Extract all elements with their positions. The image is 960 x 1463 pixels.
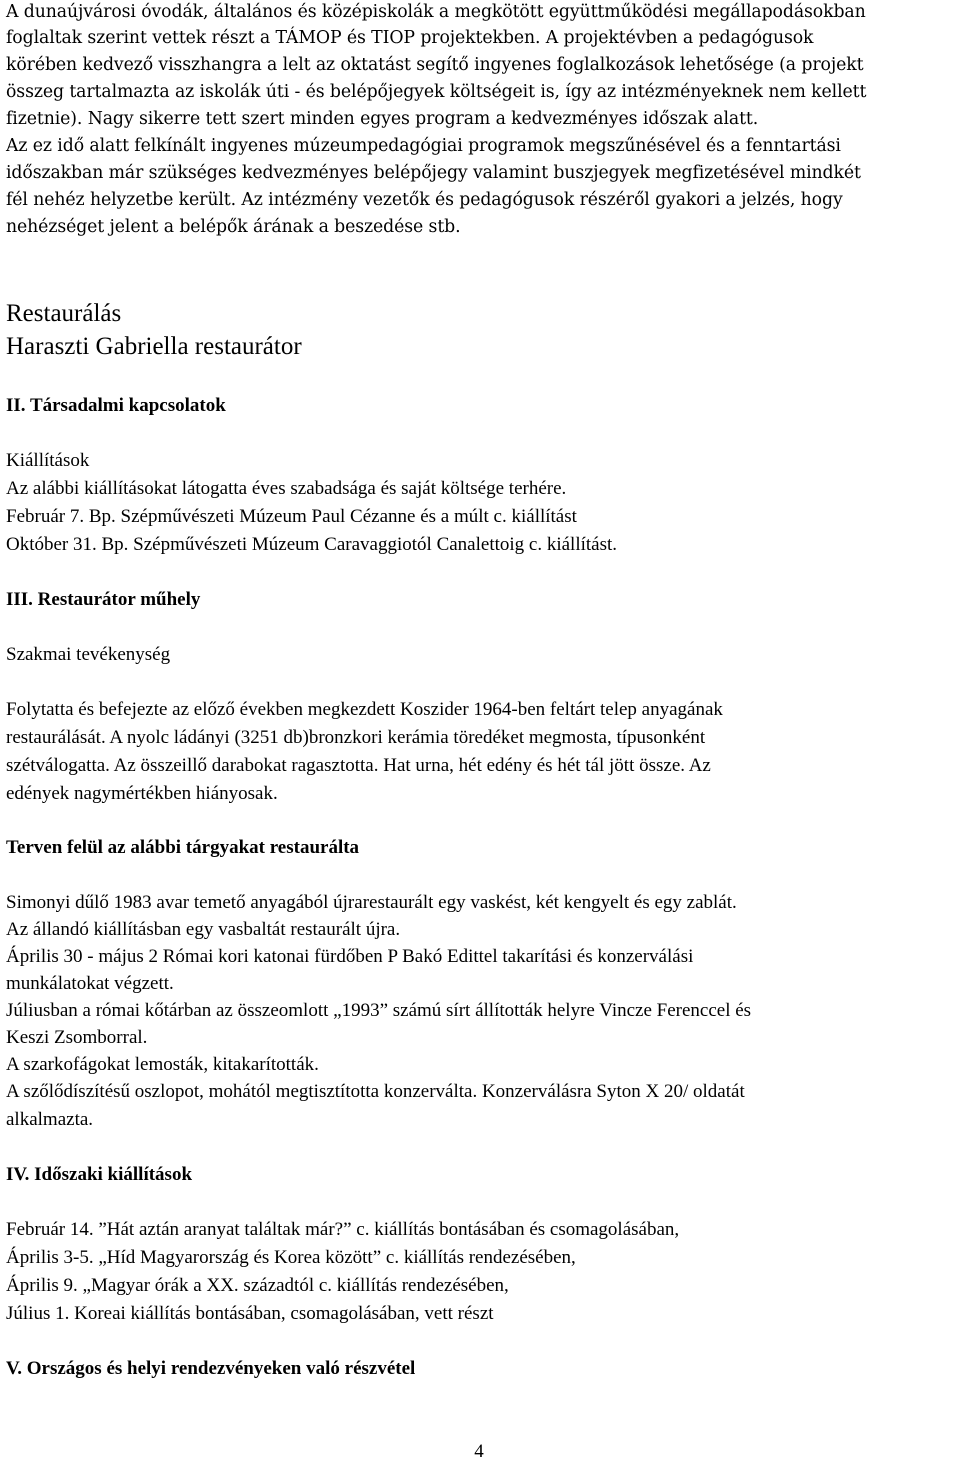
body-line: Az alábbi kiállításokat látogatta éves szabadsága és saját költsége terhére. bbox=[6, 478, 567, 499]
body-line: edények nagymértékben hiányosak. bbox=[6, 783, 278, 804]
body-line: A szarkofágokat lemosták, kitakarították. bbox=[6, 1054, 319, 1075]
page-number: 4 bbox=[474, 1441, 484, 1462]
intro-line: fizetnie). Nagy sikerre tett szert minden egyes program a kedvezményes időszak alatt. bbox=[6, 109, 759, 129]
body-line: Április 30 - május 2 Római kori katonai fürdőben P Bakó Edittel takarítási és konzerválási bbox=[6, 946, 694, 967]
intro-line: A dunaújvárosi óvodák, általános és középiskolák a megkötött együttműködési megállapodásokban bbox=[6, 2, 866, 22]
body-line: Simonyi dűlő 1983 avar temető anyagából újrarestaurált egy vaskést, két kengyelt és egy zablát. bbox=[6, 892, 737, 913]
intro-line: időszakban már szükséges kedvezményes belépőjegy valamint buszjegyek megfizetésével mindkét bbox=[6, 163, 861, 183]
body-line: Február 14. ”Hát aztán aranyat találtak már?” c. kiállítás bontásában és csomagolásában, bbox=[6, 1219, 680, 1240]
intro-line: Az ez idő alatt felkínált ingyenes múzeumpedagógiai programok megszűnésével és a fenntartási bbox=[6, 136, 841, 156]
document-page bbox=[6, 0, 952, 1463]
section-subheading: Szakmai tevékenység bbox=[6, 644, 171, 665]
body-line: Keszi Zsomborral. bbox=[6, 1027, 148, 1048]
intro-line: körében kedvező visszhangra a lelt az oktatást segítő ingyenes foglalkozások lehetősége (a projekt bbox=[6, 55, 864, 75]
body-line: Július 1. Koreai kiállítás bontásában, csomagolásában, vett részt bbox=[6, 1303, 494, 1324]
body-line: alkalmazta. bbox=[6, 1109, 94, 1130]
page-subtitle: Haraszti Gabriella restaurátor bbox=[6, 333, 302, 360]
body-line: restaurálását. A nyolc ládányi (3251 db)bronzkori kerámia töredéket megmosta, típusonként bbox=[6, 727, 706, 748]
section-heading: III. Restaurátor műhely bbox=[6, 589, 201, 610]
body-line: Április 3-5. „Híd Magyarország és Korea között” c. kiállítás rendezésében, bbox=[6, 1247, 576, 1268]
body-line: Február 7. Bp. Szépművészeti Múzeum Paul Cézanne és a múlt c. kiállítást bbox=[6, 506, 577, 527]
section-heading: II. Társadalmi kapcsolatok bbox=[6, 395, 226, 416]
body-line: A szőlődíszítésű oszlopot, mohától megtisztította konzerválta. Konzerválásra Syton X 20/ oldatát bbox=[6, 1081, 745, 1102]
body-line: Október 31. Bp. Szépművészeti Múzeum Caravaggiotól Canalettoig c. kiállítást. bbox=[6, 534, 618, 555]
body-line: Folytatta és befejezte az előző években megkezdett Koszider 1964-ben feltárt telep anyagának bbox=[6, 699, 723, 720]
intro-line: összeg tartalmazta az iskolák úti - és belépőjegyek költségeit is, így az intézményeknek nem kellett bbox=[6, 82, 867, 102]
section-heading: V. Országos és helyi rendezvényeken való részvétel bbox=[6, 1358, 416, 1379]
intro-line: foglaltak szerint vettek részt a TÁMOP és TIOP projektekben. A projektévben a pedagógusok bbox=[6, 28, 814, 48]
body-line: szétválogatta. Az összeillő darabokat ragasztotta. Hat urna, hét edény és hét tál jött össze. Az bbox=[6, 755, 711, 776]
section-heading: Terven felül az alábbi tárgyakat restaurálta bbox=[6, 837, 360, 858]
body-line: munkálatokat végzett. bbox=[6, 973, 174, 994]
intro-line: nehézséget jelent a belépők árának a beszedése stb. bbox=[6, 217, 461, 237]
intro-line: fél nehéz helyzetbe került. Az intézmény vezetők és pedagógusok részéről gyakori a jelzés, hogy bbox=[6, 190, 843, 210]
section-heading: IV. Időszaki kiállítások bbox=[6, 1164, 193, 1185]
body-line: Április 9. „Magyar órák a XX. századtól c. kiállítás rendezésében, bbox=[6, 1275, 509, 1296]
page-title: Restaurálás bbox=[6, 300, 122, 327]
body-line: Az állandó kiállításban egy vasbaltát restaurált újra. bbox=[6, 919, 401, 940]
section-subheading: Kiállítások bbox=[6, 450, 90, 471]
body-line: Júliusban a római kőtárban az összeomlott „1993” számú sírt állították helyre Vincze Ferenccel és bbox=[6, 1000, 752, 1021]
